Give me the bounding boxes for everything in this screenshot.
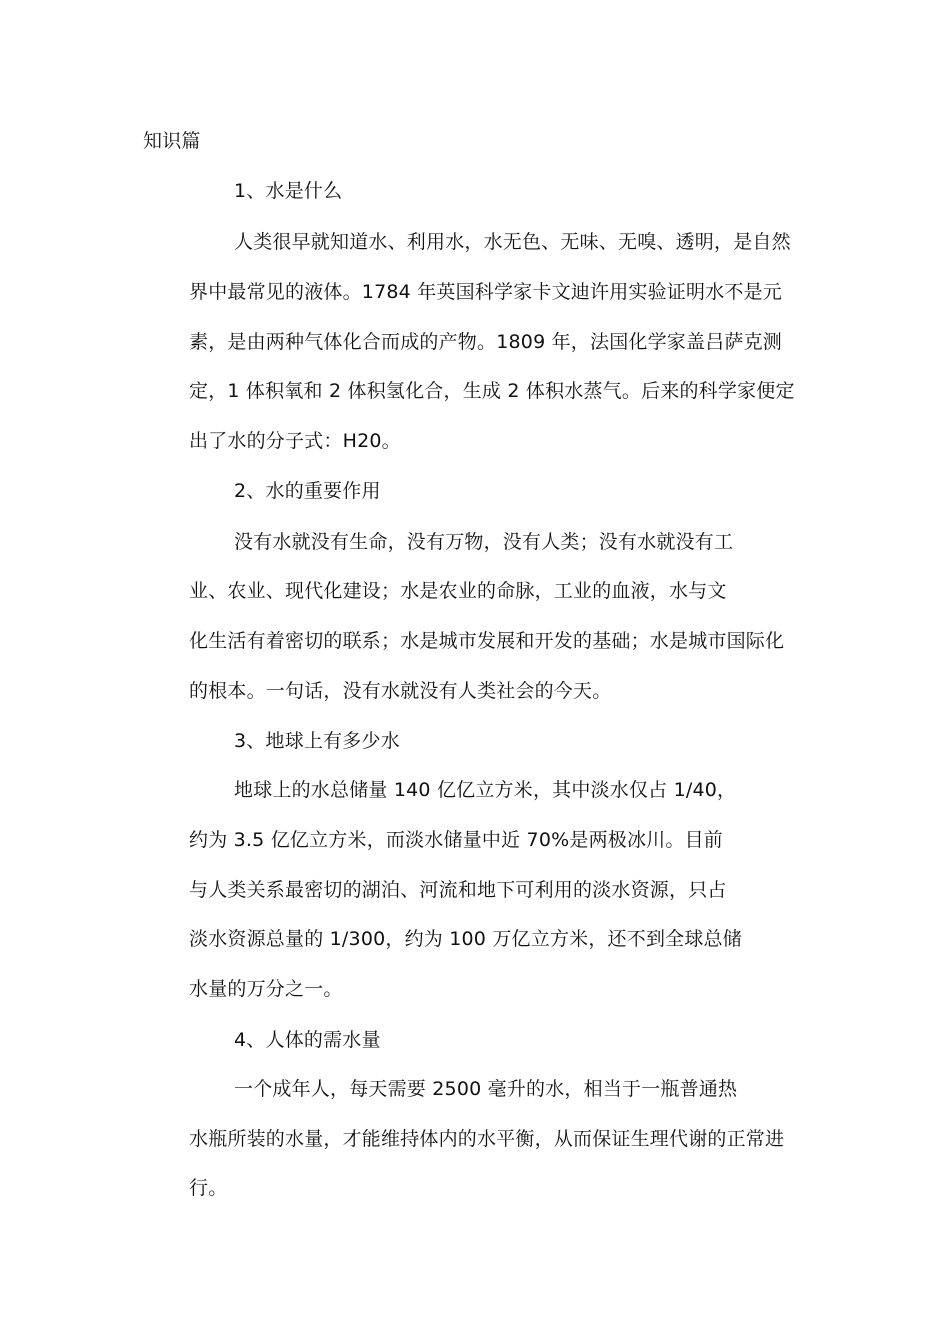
section-2-line-2: 业、农业、现代化建设；水是农业的命脉，工业的血液，水与文	[189, 580, 727, 602]
section-4-line-3: 行。	[189, 1177, 228, 1199]
section-title: 知识篇	[143, 130, 201, 152]
section-1-line-4: 定，1 体积氧和 2 体积氢化合，生成 2 体积水蒸气。后来的科学家便定	[189, 380, 795, 402]
section-2-line-1: 没有水就没有生命，没有万物，没有人类；没有水就没有工	[234, 531, 734, 553]
section-4-heading: 4、人体的需水量	[234, 1029, 381, 1051]
section-1-line-1: 人类很早就知道水、利用水，水无色、无味、无嗅、透明，是自然	[234, 231, 791, 253]
section-3-line-1: 地球上的水总储量 140 亿亿立方米，其中淡水仅占 1/40，	[234, 779, 737, 801]
section-1-line-2: 界中最常见的液体。1784 年英国科学家卡文迪许用实验证明水不是元	[189, 281, 782, 303]
section-2-line-3: 化生活有着密切的联系；水是城市发展和开发的基础；水是城市国际化	[189, 630, 785, 652]
section-3-line-2: 约为 3.5 亿亿立方米，而淡水储量中近 70%是两极冰川。目前	[189, 829, 723, 851]
section-1-line-5: 出了水的分子式：H20。	[189, 430, 401, 452]
section-1-line-3: 素，是由两种气体化合而成的产物。1809 年，法国化学家盖吕萨克测	[189, 331, 782, 353]
section-4-line-1: 一个成年人，每天需要 2500 毫升的水，相当于一瓶普通热	[234, 1078, 738, 1100]
section-3-line-5: 水量的万分之一。	[189, 978, 343, 1000]
section-3-heading: 3、地球上有多少水	[234, 730, 400, 752]
section-4-line-2: 水瓶所装的水量，才能维持体内的水平衡，从而保证生理代谢的正常进	[189, 1128, 785, 1150]
section-3-line-3: 与人类关系最密切的湖泊、河流和地下可利用的淡水资源，只占	[189, 879, 727, 901]
section-2-heading: 2、水的重要作用	[234, 480, 381, 502]
section-1-heading: 1、水是什么	[234, 180, 343, 202]
section-2-line-4: 的根本。一句话，没有水就没有人类社会的今天。	[189, 680, 612, 702]
section-3-line-4: 淡水资源总量的 1/300，约为 100 万亿立方米，还不到全球总储	[189, 928, 742, 950]
